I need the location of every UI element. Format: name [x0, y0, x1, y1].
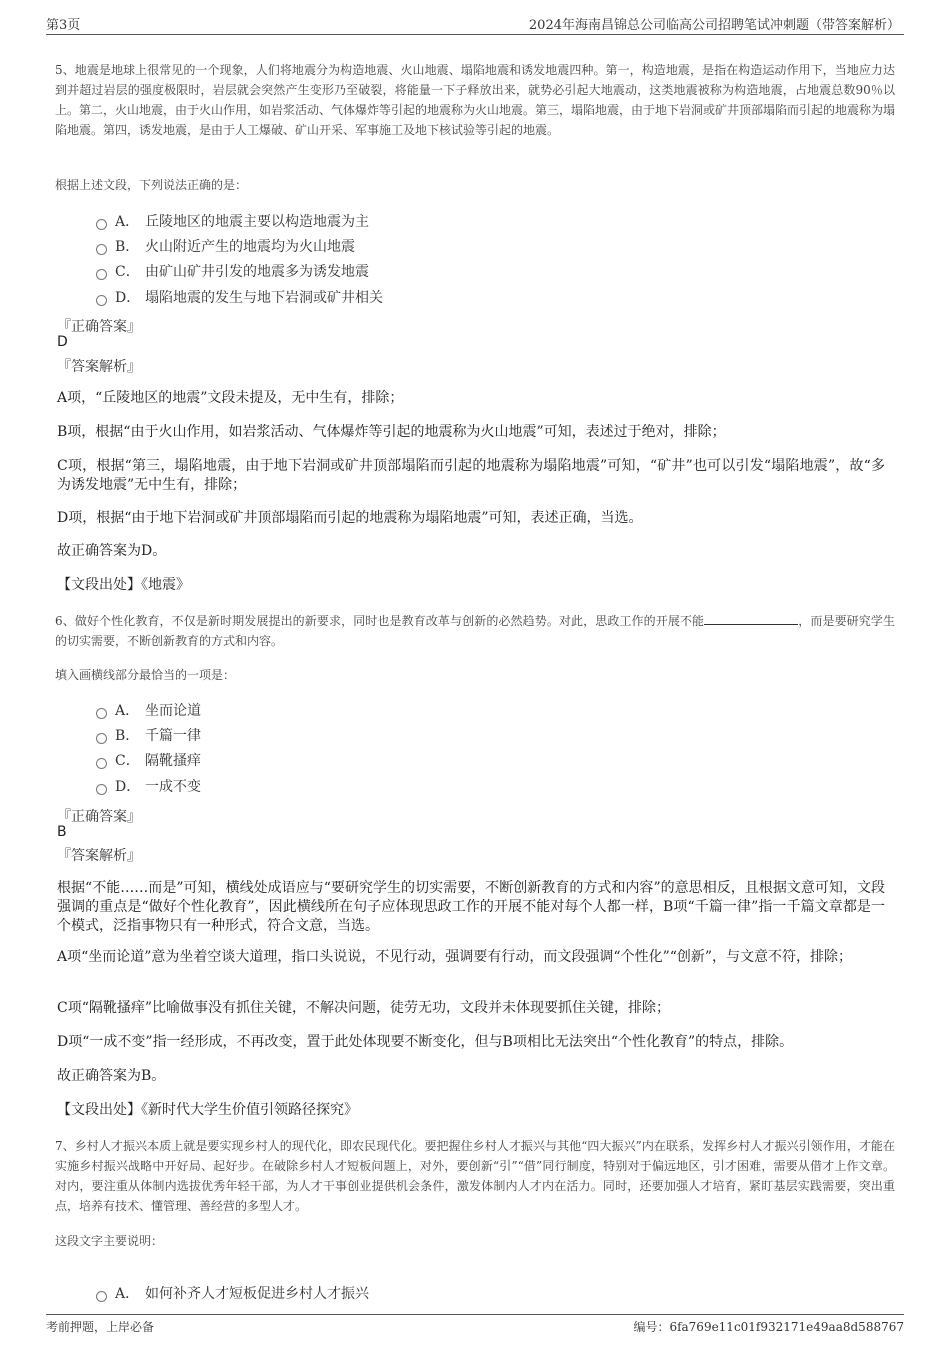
explanation-paragraph: C项“隔靴搔痒”比喻做事没有抓住关键，不解决问题，徒劳无功，文段并未体现要抓住关键，排除； — [57, 1000, 671, 1016]
radio-icon[interactable] — [96, 758, 107, 769]
explanation-paragraph: 根据“不能……而是”可知，横线处成语应与“要研究学生的切实需要，不断创新教育的方式和内容”的意思相反，且根据文意可知，文段强调的重点是“做好个性化教育”，因此横线所在句子应体现思政工作的开展不能对每个人都一样，B项“千篇一律”指一千篇文章都是一个模式，泛指事物只有一种形式，符合文意，当选。 — [57, 880, 885, 934]
page-header — [46, 12, 904, 35]
explanation-conclusion: 故正确答案为B。 — [57, 1068, 166, 1084]
correct-answer-label: 『正确答案』 — [57, 809, 141, 825]
radio-icon[interactable] — [96, 733, 107, 744]
question-6-option-a[interactable]: A． 坐而论道 — [96, 700, 201, 720]
document-code: 编号：6fa769e11c01f932171e49aa8d588767 — [633, 1320, 904, 1334]
source-citation: 【文段出处】《新时代大学生价值引领路径探究》 — [57, 1102, 358, 1118]
explanation-paragraph: A项“坐而论道”意为坐着空谈大道理，指口头说说，不见行动，强调要有行动，而文段强调“个性化”“创新”，与文意不符，排除； — [57, 949, 853, 965]
question-6-option-c[interactable]: C． 隔靴搔痒 — [96, 750, 201, 770]
page-number: 第3页 — [46, 18, 81, 33]
question-6-option-b[interactable]: B． 千篇一律 — [96, 725, 201, 745]
radio-icon[interactable] — [96, 295, 107, 306]
explanation-paragraph: D项，根据“由于地下岩洞或矿井顶部塌陷而引起的地震称为塌陷地震”可知，表述正确，当选。 — [57, 510, 643, 526]
question-6-text: 6、做好个性化教育，不仅是新时期发展提出的新要求，同时也是教育改革与创新的必然趋势。对此，思政工作的开展不能 ，而是要研究学生的切实需要，不断创新教育的方式和内容。 — [55, 614, 895, 648]
correct-answer-label: 『正确答案』 — [57, 319, 141, 335]
question-7-option-a[interactable]: A． 如何补齐人才短板促进乡村人才振兴 — [96, 1283, 369, 1303]
radio-icon[interactable] — [96, 708, 107, 719]
question-7-text: 7、乡村人才振兴本质上就是要实现乡村人的现代化，即农民现代化。要把握住乡村人才振兴与其他“四大振兴”内在联系，发挥乡村人才振兴引领作用，才能在实施乡村振兴战略中开好局、起好步。在破除乡村人才短板问题上，对外，要创新“引”“借”同行制度，特别对于偏远地区，引才困难，需要从借才上作文章。对内，要注重从体制内选拔优秀年轻干部，为人才干事创业提供机会条件，激发体制内人才内在活力。同时，还要加强人才培育，紧盯基层实践需要，突出重点，培养有技术、懂管理、善经营的多型人才。 — [55, 1139, 895, 1213]
analysis-label: 『答案解析』 — [57, 848, 141, 864]
source-citation: 【文段出处】《地震》 — [57, 577, 190, 593]
correct-answer-value: B — [57, 824, 67, 840]
question-5-text: 5、地震是地球上很常见的一个现象，人们将地震分为构造地震、火山地震、塌陷地震和诱发地震四种。第一，构造地震，是指在构造运动作用下，当地应力达到并超过岩层的强度极限时，岩层就会突然产生变形乃至破裂，将能量一下子释放出来，就势必引起大地震动，这类地震被称为构造地震，占地震总数90％以上。第二，火山地震，由于火山作用，如岩浆活动、气体爆炸等引起的地震称为火山地震。第三，塌陷地震，由于地下岩洞或矿井顶部塌陷而引起的地震称为塌陷地震。第四，诱发地震，是由于人工爆破、矿山开采、军事施工及地下核试验等引起的地震。 — [55, 63, 896, 137]
explanation-conclusion: 故正确答案为D。 — [57, 543, 167, 559]
radio-icon[interactable] — [96, 269, 107, 280]
radio-icon[interactable] — [96, 219, 107, 230]
question-5-option-c[interactable]: C． 由矿山矿井引发的地震多为诱发地震 — [96, 261, 369, 281]
explanation-paragraph: D项“一成不变”指一经形成，不再改变，置于此处体现要不断变化，但与B项相比无法突出“个性化教育”的特点，排除。 — [57, 1034, 794, 1050]
analysis-label: 『答案解析』 — [57, 359, 141, 375]
explanation-paragraph: A项，“丘陵地区的地震”文段未提及，无中生有，排除； — [57, 390, 404, 406]
correct-answer-value: D — [57, 334, 68, 350]
explanation-paragraph: C项，根据“第三，塌陷地震，由于地下岩洞或矿井顶部塌陷而引起的地震称为塌陷地震”可知，“矿井”也可以引发“塌陷地震”，故“多为诱发地震”无中生有，排除； — [57, 458, 885, 493]
question-6-prompt: 填入画横线部分最恰当的一项是： — [55, 668, 236, 682]
question-5-option-a[interactable]: A． 丘陵地区的地震主要以构造地震为主 — [96, 211, 369, 231]
page-footer — [46, 1314, 904, 1335]
explanation-paragraph: B项，根据“由于火山作用，如岩浆活动、气体爆炸等引起的地震称为火山地震”可知，表述过于绝对，排除； — [57, 424, 726, 440]
question-5-option-d[interactable]: D． 塌陷地震的发生与地下岩洞或矿井相关 — [96, 287, 383, 307]
question-6-option-d[interactable]: D． 一成不变 — [96, 776, 201, 796]
fill-blank — [704, 612, 798, 625]
document-title: 2024年海南昌锦总公司临高公司招聘笔试冲刺题（带答案解析） — [528, 18, 900, 33]
radio-icon[interactable] — [96, 244, 107, 255]
radio-icon[interactable] — [96, 1291, 107, 1302]
footer-slogan: 考前押题，上岸必备 — [46, 1320, 155, 1334]
question-5-prompt: 根据上述文段，下列说法正确的是： — [55, 178, 248, 192]
question-5-option-b[interactable]: B． 火山附近产生的地震均为火山地震 — [96, 236, 355, 256]
radio-icon[interactable] — [96, 784, 107, 795]
question-7-prompt: 这段文字主要说明： — [55, 1234, 164, 1248]
